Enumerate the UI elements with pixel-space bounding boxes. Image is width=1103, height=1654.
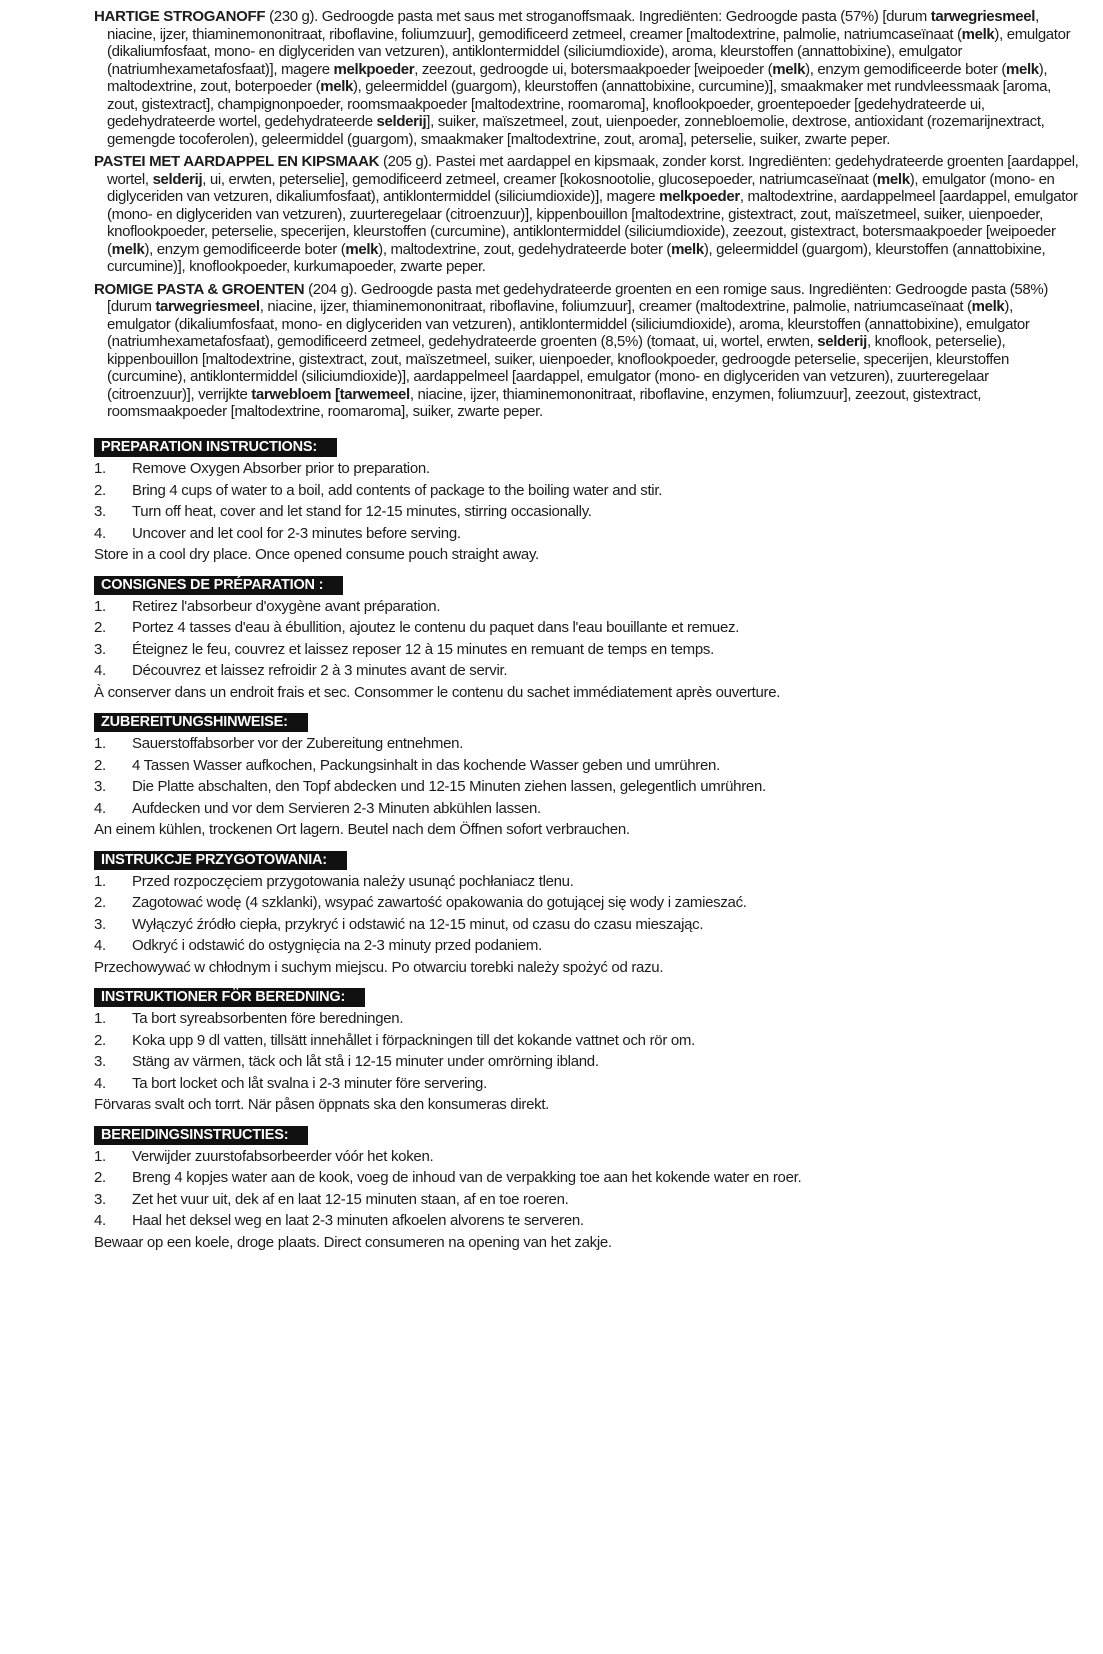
product-name: ROMIGE PASTA & GROENTEN bbox=[94, 280, 305, 298]
ingredient-text: , niacine, ijzer, thiaminemononitraat, riboflavine, enzymen, foliumzuur], zeezout, gistextract, roomsmaakpoeder [maltodextrine, roomaroma], suiker, zwarte peper. bbox=[107, 385, 982, 420]
section-heading: CONSIGNES DE PRÉPARATION : bbox=[94, 576, 343, 595]
step-text: Portez 4 tasses d'eau à ébullition, ajoutez le contenu du paquet dans l'eau bouillante et remuez. bbox=[132, 619, 740, 636]
step-item bbox=[94, 1030, 1079, 1052]
ingredient-text: (230 g). Gedroogde pasta met saus met stroganoffsmaak. Ingrediënten: Gedroogde pasta (57%) [durum bbox=[265, 8, 931, 25]
step-item bbox=[94, 480, 1079, 502]
ingredient-text: ), emulgator (dikaliumfosfaat, mono- en diglyceriden van vetzuren), antiklontermiddel (siliciumdioxide), aroma, kleurstoffen (annattobixine), emulgator (natriumhexametafosfaat), gemodificeerd zetmeel, gedehydrateerde groenten (8,5%) (tomaat, ui, wortel, erwten, bbox=[107, 298, 1030, 350]
ingredient-text: ), maltodextrine, zout, gedehydrateerde boter ( bbox=[378, 240, 672, 258]
step-number: 4. bbox=[94, 524, 106, 542]
step-number: 2. bbox=[94, 1169, 106, 1186]
step-number: 3. bbox=[94, 778, 106, 795]
instructions-swedish bbox=[94, 988, 1079, 1116]
step-number: 3. bbox=[94, 1190, 106, 1208]
step-text: Retirez l'absorbeur d'oxygène avant préparation. bbox=[132, 597, 441, 615]
ingredient-text: , niacine, ijzer, thiaminemononitraat, riboflavine, foliumzuur], creamer (maltodextrine, palmolie, natriumcaseïnaat ( bbox=[259, 298, 972, 315]
instructions-dutch bbox=[94, 1126, 1079, 1254]
product-ingredients bbox=[94, 281, 1079, 421]
step-item bbox=[94, 458, 1079, 480]
product-list bbox=[94, 8, 1079, 426]
ingredient-text: ), emulgator (dikaliumfosfaat, mono- en diglyceriden van vetzuren), antiklontermiddel (siliciumdioxide), aroma, kleurstoffen (annattobixine), emulgator (natriumhexametafosfaat)], magere bbox=[107, 25, 1071, 78]
ingredient-text: , zeezout, gedroogde ui, botersmaakpoeder [weipoeder ( bbox=[414, 60, 773, 78]
storage-note: Bewaar op een koele, droge plaats. Direct consumeren na opening van het zakje. bbox=[94, 1233, 612, 1251]
instructions-polish bbox=[94, 851, 1079, 979]
instruction-sections bbox=[94, 438, 1079, 1263]
step-item bbox=[94, 1189, 1079, 1211]
step-text: Die Platte abschalten, den Topf abdecken und 12-15 Minuten ziehen lassen, gelegentlich umrühren. bbox=[132, 778, 766, 795]
step-item bbox=[94, 1073, 1079, 1095]
step-item bbox=[94, 914, 1079, 936]
step-text: Sauerstoffabsorber vor der Zubereitung entnehmen. bbox=[132, 735, 464, 752]
step-list bbox=[94, 871, 1079, 957]
storage-note: Förvaras svalt och torrt. När påsen öppnats ska den konsumeras direkt. bbox=[94, 1096, 550, 1113]
allergen-highlight: melk bbox=[1005, 60, 1039, 78]
step-list bbox=[94, 458, 1079, 544]
allergen-highlight: melk bbox=[772, 60, 806, 78]
step-number: 3. bbox=[94, 640, 106, 658]
step-item bbox=[94, 523, 1079, 545]
ingredient-text: ], suiker, maïszetmeel, zout, uienpoeder, zonnebloemolie, dextrose, antioxidant (rozemarijnextract, gemengde tocoferolen), geleermiddel (guargom), smaakmaker [maltodextrine, zout, aroma], peterselie, suiker, zwarte peper. bbox=[107, 113, 1045, 148]
step-text: Breng 4 kopjes water aan de kook, voeg de inhoud van de verpakking toe aan het kokende water en roer. bbox=[132, 1169, 802, 1186]
storage-note: An einem kühlen, trockenen Ort lagern. Beutel nach dem Öffnen sofort verbrauchen. bbox=[94, 821, 630, 838]
step-item bbox=[94, 935, 1079, 957]
step-text: Wyłączyć źródło ciepła, przykryć i odstawić na 12-15 minut, od czasu do czasu mieszając. bbox=[132, 915, 704, 933]
ingredient-text: (204 g). Gedroogde pasta met gedehydrateerde groenten en een romige saus. Ingrediënten: Gedroogde pasta (58%) [durum bbox=[107, 280, 1049, 315]
step-number: 1. bbox=[94, 597, 106, 615]
step-item bbox=[94, 617, 1079, 639]
ingredient-text: ), emulgator (mono- en diglyceriden van vetzuren, dikaliumfosfaat), antiklontermiddel (siliciumdioxide)], magere bbox=[107, 170, 1055, 205]
allergen-highlight: tarwegriesmeel bbox=[155, 298, 260, 315]
step-number: 3. bbox=[94, 503, 106, 520]
step-text: Zet het vuur uit, dek af en laat 12-15 minuten staan, af en toe roeren. bbox=[132, 1190, 569, 1208]
step-list bbox=[94, 733, 1079, 819]
ingredient-text: , ui, erwten, peterselie], gemodificeerd zetmeel, creamer [kokosnootolie, glucosepoeder, natriumcaseïnaat ( bbox=[202, 170, 877, 188]
ingredient-text: ), geleermiddel (guargom), kleurstoffen (annattobixine, curcumine)], smaakmaker met rundvleessmaak [aroma, zout, gistextract], champignonpoeder, roomsmaakpoeder [maltodextrine, roomaroma], knoflookpoeder, groentepoeder [gedehydrateerde ui, gedehydrateerde wortel, gedehydrateerde bbox=[107, 78, 1051, 130]
step-text: Éteignez le feu, couvrez et laissez reposer 12 à 15 minutes en remuant de temps en temps. bbox=[132, 640, 714, 658]
section-heading: INSTRUKTIONER FÖR BEREDNING: bbox=[94, 988, 365, 1007]
step-list bbox=[94, 1008, 1079, 1094]
allergen-highlight: melk bbox=[320, 78, 354, 95]
step-number: 2. bbox=[94, 1031, 106, 1049]
step-number: 1. bbox=[94, 735, 106, 752]
allergen-highlight: selderij bbox=[152, 170, 203, 188]
ingredient-text: ), enzym gemodificeerde boter ( bbox=[805, 60, 1006, 78]
step-text: Découvrez et laissez refroidir 2 à 3 minutes avant de servir. bbox=[132, 662, 508, 679]
step-text: Zagotować wodę (4 szklanki), wsypać zawartość opakowania do gotującej się wody i zamieszać. bbox=[132, 894, 747, 911]
step-item bbox=[94, 1167, 1079, 1189]
product-description bbox=[107, 8, 1070, 148]
allergen-highlight: selderij bbox=[817, 333, 867, 350]
instructions-english bbox=[94, 438, 1079, 566]
product-ingredients bbox=[94, 8, 1079, 148]
step-item bbox=[94, 755, 1079, 777]
allergen-highlight: tarwegriesmeel bbox=[930, 8, 1036, 25]
step-item bbox=[94, 660, 1079, 682]
step-number: 3. bbox=[94, 915, 106, 933]
step-number: 2. bbox=[94, 619, 106, 636]
step-item bbox=[94, 798, 1079, 820]
storage-note: Przechowywać w chłodnym i suchym miejscu. Po otwarciu torebki należy spożyć od razu. bbox=[94, 958, 664, 976]
ingredient-text: ), maltodextrine, zout, boterpoeder ( bbox=[107, 60, 1048, 95]
step-text: Remove Oxygen Absorber prior to preparation. bbox=[132, 460, 430, 477]
allergen-highlight: melk bbox=[671, 240, 704, 258]
allergen-highlight: selderij bbox=[376, 113, 427, 130]
step-list bbox=[94, 596, 1079, 682]
section-heading: ZUBEREITUNGSHINWEISE: bbox=[94, 713, 308, 732]
instructions-german bbox=[94, 713, 1079, 841]
step-number: 4. bbox=[94, 662, 106, 679]
step-text: 4 Tassen Wasser aufkochen, Packungsinhalt in das kochende Wasser geben und umrühren. bbox=[132, 756, 720, 774]
step-text: Koka upp 9 dl vatten, tillsätt innehållet i förpackningen till det kokande vattnet och rör om. bbox=[132, 1031, 695, 1049]
storage-note: Store in a cool dry place. Once opened consume pouch straight away. bbox=[94, 546, 539, 563]
section-heading: INSTRUKCJE PRZYGOTOWANIA: bbox=[94, 851, 347, 870]
step-number: 1. bbox=[94, 1010, 106, 1027]
section-heading: PREPARATION INSTRUCTIONS: bbox=[94, 438, 337, 457]
step-number: 2. bbox=[94, 756, 106, 774]
step-number: 2. bbox=[94, 481, 106, 499]
step-text: Odkryć i odstawić do ostygnięcia na 2-3 minuty przed podaniem. bbox=[132, 937, 542, 954]
step-text: Przed rozpoczęciem przygotowania należy usunąć pochłaniacz tlenu. bbox=[132, 872, 574, 890]
product-name: PASTEI MET AARDAPPEL EN KIPSMAAK bbox=[94, 153, 380, 170]
product-ingredients bbox=[94, 153, 1079, 276]
step-item bbox=[94, 776, 1079, 798]
step-number: 4. bbox=[94, 1074, 106, 1092]
step-item bbox=[94, 596, 1079, 618]
instructions-french bbox=[94, 576, 1079, 704]
step-number: 3. bbox=[94, 1053, 106, 1070]
step-item bbox=[94, 1008, 1079, 1030]
allergen-highlight: melk bbox=[345, 240, 379, 258]
step-list bbox=[94, 1146, 1079, 1232]
allergen-highlight: tarwebloem [tarwemeel bbox=[251, 385, 410, 403]
step-text: Verwijder zuurstofabsorbeerder vóór het koken. bbox=[132, 1147, 434, 1165]
step-text: Turn off heat, cover and let stand for 12-15 minutes, stirring occasionally. bbox=[132, 503, 592, 520]
storage-note: À conserver dans un endroit frais et sec. Consommer le contenu du sachet immédiatement après ouverture. bbox=[94, 683, 781, 701]
step-item bbox=[94, 1210, 1079, 1232]
ingredient-text: ), geleermiddel (guargom), kleurstoffen (annattobixine, curcumine)], knoflookpoeder, kurkumapoeder, zwarte peper. bbox=[107, 240, 1046, 275]
ingredient-text: (205 g). Pastei met aardappel en kipsmaak, zonder korst. Ingrediënten: gedehydrateerde groenten [aardappel, wortel, bbox=[107, 153, 1079, 188]
step-item bbox=[94, 733, 1079, 755]
allergen-highlight: melk bbox=[876, 170, 910, 188]
step-number: 4. bbox=[94, 799, 106, 817]
step-number: 1. bbox=[94, 872, 106, 890]
step-number: 1. bbox=[94, 460, 106, 477]
step-text: Uncover and let cool for 2-3 minutes before serving. bbox=[132, 524, 461, 542]
step-number: 4. bbox=[94, 937, 106, 954]
allergen-highlight: melk bbox=[961, 25, 995, 43]
step-text: Ta bort syreabsorbenten före beredningen. bbox=[132, 1010, 404, 1027]
ingredient-text: ), enzym gemodificeerde boter ( bbox=[144, 240, 346, 258]
section-heading: BEREIDINGSINSTRUCTIES: bbox=[94, 1126, 308, 1145]
step-item bbox=[94, 501, 1079, 523]
step-text: Aufdecken und vor dem Servieren 2-3 Minuten abkühlen lassen. bbox=[132, 799, 541, 817]
product-description bbox=[107, 153, 1079, 275]
allergen-highlight: melk bbox=[971, 298, 1005, 315]
step-text: Stäng av värmen, täck och låt stå i 12-15 minuter under omrörning ibland. bbox=[132, 1053, 599, 1070]
ingredient-text: , niacine, ijzer, thiaminemononitraat, riboflavine, foliumzuur], gemodificeerd zetmeel, creamer [maltodextrine, palmolie, natriumcaseïnaat ( bbox=[107, 8, 1039, 43]
product-name: HARTIGE STROGANOFF bbox=[94, 8, 266, 25]
step-number: 2. bbox=[94, 894, 106, 911]
product-description bbox=[107, 281, 1048, 421]
step-text: Ta bort locket och låt svalna i 2-3 minuter före servering. bbox=[132, 1074, 487, 1092]
allergen-highlight: melk bbox=[111, 240, 145, 258]
step-item bbox=[94, 1146, 1079, 1168]
step-item bbox=[94, 639, 1079, 661]
step-text: Haal het deksel weg en laat 2-3 minuten afkoelen alvorens te serveren. bbox=[132, 1212, 584, 1229]
ingredient-text: , knoflook, peterselie), kippenbouillon [maltodextrine, gistextract, zout, maïszetmeel, suiker, uienpoeder, knoflookpoeder, gedroogde peterselie, specerijen, kleurstoffen (curcumine), antiklontermiddel (siliciumdioxide)], aardappelmeel [aardappel, emulgator (mono- en diglyceriden van vetzuren), zuurteregelaar (citroenzuur)], verrijkte bbox=[107, 333, 1010, 403]
step-number: 4. bbox=[94, 1212, 106, 1229]
step-item bbox=[94, 892, 1079, 914]
step-text: Bring 4 cups of water to a boil, add contents of package to the boiling water and stir. bbox=[132, 481, 663, 499]
ingredient-text: , maltodextrine, aardappelmeel [aardappel, emulgator (mono- en diglyceriden van vetzuren), zuurteregelaar (citroenzuur)], kippenbouillon [maltodextrine, gistextract, zout, maïszetmeel, suiker, uienpoeder, knoflookpoeder, peterselie, specerijen, kleurstoffen (curcumine), antiklontermiddel (siliciumdioxide), zeezout, gistextract, botersmaakpoeder [weipoeder ( bbox=[107, 188, 1078, 258]
step-number: 1. bbox=[94, 1147, 106, 1165]
step-item bbox=[94, 871, 1079, 893]
allergen-highlight: melkpoeder bbox=[333, 60, 415, 78]
allergen-highlight: melkpoeder bbox=[659, 188, 740, 205]
step-item bbox=[94, 1051, 1079, 1073]
